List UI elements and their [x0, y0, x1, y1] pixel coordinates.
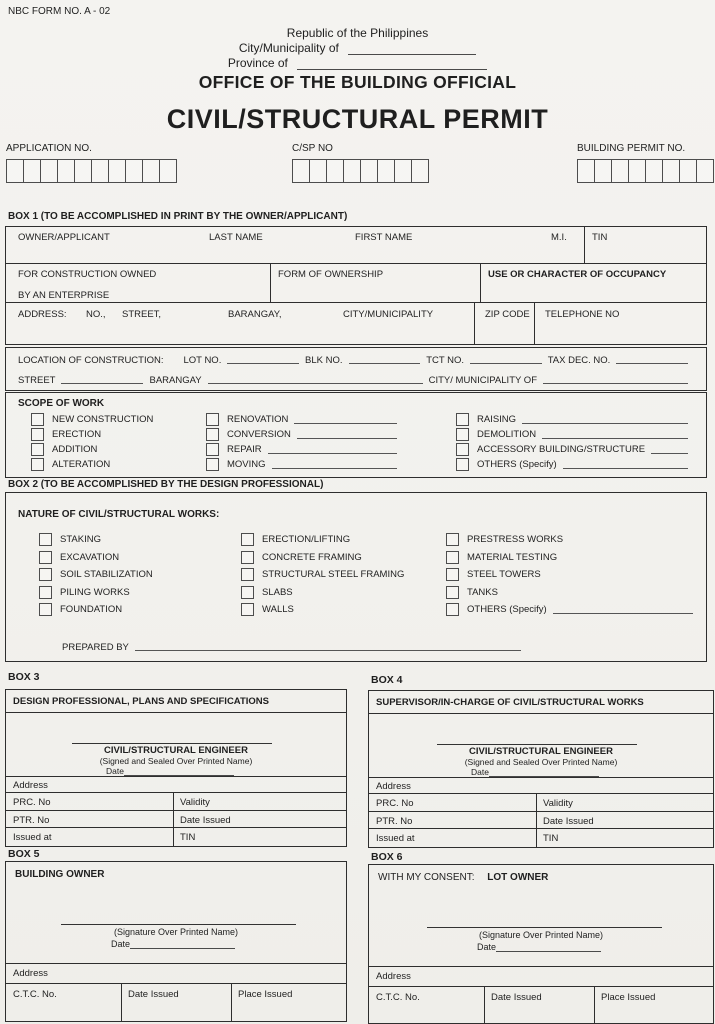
box2-title: BOX 2 (TO BE ACCOMPLISHED BY THE DESIGN PROFESSIONAL) — [8, 479, 324, 490]
location-line-1 — [18, 354, 694, 366]
checkbox-label: FOUNDATION — [60, 604, 123, 616]
prepared-by-label: PREPARED BY — [62, 642, 129, 653]
fill-line[interactable] — [563, 459, 688, 469]
checkbox[interactable] — [446, 551, 459, 564]
building-permit-no-label: BUILDING PERMIT NO. — [577, 143, 686, 154]
divider — [173, 828, 174, 847]
checkbox[interactable] — [31, 443, 44, 456]
digit-cell[interactable] — [159, 159, 177, 183]
fill-line[interactable] — [651, 444, 688, 454]
fill-line[interactable] — [522, 414, 688, 424]
box5-ctc-row — [6, 983, 346, 1022]
checkbox[interactable] — [39, 533, 52, 546]
box4-address-row — [369, 777, 713, 794]
digit-cell[interactable] — [377, 159, 395, 183]
box2-table — [5, 492, 707, 662]
checkbox-label: ACCESSORY BUILDING/STRUCTURE — [477, 444, 646, 455]
box5-date-line — [111, 939, 235, 949]
checkbox[interactable] — [456, 413, 469, 426]
first-name-label: FIRST NAME — [355, 232, 413, 243]
box5-label: BOX 5 — [8, 848, 40, 860]
box4-signatory-subtitle: (Signed and Sealed Over Printed Name) — [464, 757, 618, 767]
box3-address-row — [6, 776, 346, 793]
fill-line[interactable] — [268, 444, 397, 454]
application-no-group — [6, 143, 177, 183]
works-item-erection-lifting — [241, 531, 441, 549]
works-item-excavation — [39, 549, 209, 567]
checkbox-label: REPAIR — [227, 444, 262, 455]
date-label: Date — [111, 939, 131, 949]
issued-at-label: Issued at — [13, 832, 52, 843]
prc-no-label: PRC. No — [376, 798, 414, 809]
box6-title: LOT OWNER — [487, 872, 549, 883]
prepared-by-line — [62, 641, 527, 653]
signature-line[interactable] — [437, 744, 637, 745]
city-municipality-line — [0, 41, 715, 55]
box3-prc-row — [6, 792, 346, 811]
checkbox-label: WALLS — [262, 604, 294, 616]
box3-title: DESIGN PROFESSIONAL, PLANS AND SPECIFICATIONS — [13, 696, 269, 707]
box4-table — [368, 690, 714, 848]
scope-item-conversion — [206, 427, 403, 442]
works-item-piling-works — [39, 584, 209, 602]
digit-cell[interactable] — [91, 159, 109, 183]
works-item-soil-stabilization — [39, 566, 209, 584]
city-municipality-label: City/Municipality of — [238, 41, 339, 55]
box3-label: BOX 3 — [8, 671, 40, 683]
works-item-structural-steel-framing — [241, 566, 441, 584]
scope-item-raising — [456, 412, 694, 427]
checkbox-label: OTHERS (Specify) — [477, 459, 557, 470]
date-issued-label: Date Issued — [128, 989, 179, 1000]
checkbox-label: NEW CONSTRUCTION — [52, 414, 154, 425]
checkbox[interactable] — [39, 586, 52, 599]
address-label: Address — [13, 968, 48, 979]
location-of-construction-box — [5, 347, 707, 391]
checkbox-label: CONCRETE FRAMING — [262, 551, 362, 563]
city-municipality-blank[interactable] — [348, 45, 476, 55]
checkbox[interactable] — [31, 413, 44, 426]
checkbox-label: ALTERATION — [52, 459, 111, 470]
digit-cell[interactable] — [6, 159, 24, 183]
box4-signatory-title: CIVIL/STRUCTURAL ENGINEER — [469, 746, 613, 757]
mi-label: M.I. — [551, 232, 567, 243]
date-issued-label: Date Issued — [180, 815, 231, 826]
divider — [173, 811, 174, 828]
checkbox-label: STAKING — [60, 534, 101, 546]
tin-label: TIN — [543, 833, 559, 844]
digit-cell[interactable] — [40, 159, 58, 183]
checkbox-label: STRUCTURAL STEEL FRAMING — [262, 569, 405, 581]
scope-col-2 — [206, 412, 403, 472]
divider — [584, 227, 585, 263]
digit-cell[interactable] — [125, 159, 143, 183]
checkbox[interactable] — [31, 428, 44, 441]
date-issued-label: Date Issued — [543, 816, 594, 827]
blk-no-blank[interactable] — [349, 354, 421, 364]
scope-item-moving — [206, 457, 403, 472]
date-label: Date — [106, 766, 124, 776]
box3-table — [5, 689, 347, 847]
lot-no-blank[interactable] — [227, 354, 299, 364]
box1-table — [5, 226, 707, 345]
works-item-slabs — [241, 584, 441, 602]
address-label: ADDRESS: — [18, 309, 67, 320]
issued-at-label: Issued at — [376, 833, 415, 844]
address-street-label: STREET, — [122, 309, 162, 320]
divider — [536, 812, 537, 829]
digit-cell[interactable] — [326, 159, 344, 183]
works-item-steel-towers — [446, 566, 699, 584]
for-construction-owned-label: FOR CONSTRUCTION OWNED — [18, 269, 157, 280]
box5-signatory-subtitle: (Signature Over Printed Name) — [113, 927, 239, 937]
box6-header — [378, 872, 548, 883]
barangay-blank[interactable] — [208, 374, 423, 384]
application-no-cells — [6, 159, 177, 183]
checkbox[interactable] — [241, 533, 254, 546]
fill-line[interactable] — [272, 459, 397, 469]
divider — [231, 984, 232, 1022]
box4-title: SUPERVISOR/IN-CHARGE OF CIVIL/STRUCTURAL WORKS — [376, 697, 644, 708]
building-permit-no-cells — [577, 159, 714, 183]
checkbox[interactable] — [206, 443, 219, 456]
place-issued-label: Place Issued — [238, 989, 293, 1000]
checkbox-label: RENOVATION — [227, 414, 289, 425]
digit-cell[interactable] — [309, 159, 327, 183]
location-line-2 — [18, 374, 694, 386]
divider — [369, 713, 713, 714]
scope-item-addition — [31, 442, 191, 457]
owner-applicant-label: OWNER/APPLICANT — [18, 232, 110, 243]
box3-ptr-row — [6, 810, 346, 828]
province-blank[interactable] — [297, 60, 487, 70]
street-label: STREET — [18, 375, 56, 386]
scope-item-new-construction — [31, 412, 191, 427]
digit-cell[interactable] — [611, 159, 629, 183]
digit-cell[interactable] — [74, 159, 92, 183]
checkbox-label: SOIL STABILIZATION — [60, 569, 153, 581]
checkbox[interactable] — [446, 568, 459, 581]
checkbox-label: MOVING — [227, 459, 266, 470]
checkbox-label: STEEL TOWERS — [467, 569, 541, 581]
fill-line[interactable] — [297, 429, 397, 439]
prepared-by-blank[interactable] — [135, 641, 521, 651]
checkbox-label: PILING WORKS — [60, 586, 130, 598]
works-item-material-testing — [446, 549, 699, 567]
box2-col-3 — [446, 531, 699, 619]
date-blank[interactable] — [496, 942, 601, 952]
city-of-blank[interactable] — [543, 374, 688, 384]
address-label: Address — [376, 971, 411, 982]
digit-cell[interactable] — [360, 159, 378, 183]
tct-no-blank[interactable] — [470, 354, 542, 364]
date-blank[interactable] — [124, 766, 234, 776]
scope-item-alteration — [31, 457, 191, 472]
works-item-prestress-works — [446, 531, 699, 549]
digit-cell[interactable] — [23, 159, 41, 183]
lot-no-label: LOT NO. — [183, 355, 222, 366]
scope-item-demolition — [456, 427, 694, 442]
ctc-no-label: C.T.C. No. — [376, 992, 420, 1003]
scope-item-others — [456, 457, 694, 472]
digit-cell[interactable] — [662, 159, 680, 183]
digit-cell[interactable] — [394, 159, 412, 183]
barangay-label: BARANGAY — [149, 375, 202, 386]
divider — [480, 264, 481, 303]
works-item-walls — [241, 601, 441, 619]
occupancy-label: USE OR CHARACTER OF OCCUPANCY — [488, 269, 667, 280]
with-my-consent-label: WITH MY CONSENT: — [378, 872, 475, 883]
works-item-staking — [39, 531, 209, 549]
checkbox-label: SLABS — [262, 586, 293, 598]
divider — [484, 987, 485, 1024]
digit-cell[interactable] — [628, 159, 646, 183]
signature-line[interactable] — [72, 743, 272, 744]
works-item-tanks — [446, 584, 699, 602]
works-item-foundation — [39, 601, 209, 619]
works-item-others — [446, 601, 699, 619]
city-of-label: CITY/ MUNICIPALITY OF — [428, 375, 537, 386]
application-no-label: APPLICATION NO. — [6, 143, 92, 154]
province-line — [0, 56, 715, 70]
box4-prc-row — [369, 793, 713, 812]
works-item-concrete-framing — [241, 549, 441, 567]
csp-no-group — [292, 143, 429, 183]
divider — [121, 984, 122, 1022]
divider — [270, 264, 271, 303]
box4-ptr-row — [369, 811, 713, 829]
digit-cell[interactable] — [57, 159, 75, 183]
location-label: LOCATION OF CONSTRUCTION: — [18, 355, 164, 366]
signature-line[interactable] — [427, 927, 662, 928]
box1-row-ownership — [6, 263, 706, 303]
ptr-no-label: PTR. No — [376, 816, 413, 827]
checkbox-label: PRESTRESS WORKS — [467, 534, 564, 546]
address-no-label: NO., — [86, 309, 106, 320]
checkbox-label: EXCAVATION — [60, 551, 120, 563]
divider — [534, 303, 535, 345]
checkbox[interactable] — [446, 603, 459, 616]
checkbox[interactable] — [206, 458, 219, 471]
checkbox[interactable] — [446, 586, 459, 599]
box4-label: BOX 4 — [371, 674, 403, 686]
digit-cell[interactable] — [108, 159, 126, 183]
digit-cell[interactable] — [696, 159, 714, 183]
checkbox[interactable] — [241, 568, 254, 581]
digit-cell[interactable] — [577, 159, 595, 183]
csp-no-label: C/SP NO — [292, 143, 333, 154]
checkbox-label: OTHERS (Specify) — [467, 604, 547, 616]
digit-cell[interactable] — [679, 159, 697, 183]
csp-no-cells — [292, 159, 429, 183]
box1-row-owner — [6, 227, 706, 263]
address-label: Address — [376, 781, 411, 792]
tin-label: TIN — [180, 832, 196, 843]
digit-cell[interactable] — [343, 159, 361, 183]
place-issued-label: Place Issued — [601, 992, 656, 1003]
building-permit-no-group — [577, 143, 714, 183]
address-city-label: CITY/MUNICIPALITY — [343, 309, 434, 320]
republic-line: Republic of the Philippines — [286, 26, 429, 40]
box1-title: BOX 1 (TO BE ACCOMPLISHED IN PRINT BY THE OWNER/APPLICANT) — [8, 211, 348, 222]
checkbox-label: MATERIAL TESTING — [467, 551, 558, 563]
divider — [594, 987, 595, 1024]
checkbox-label: ERECTION — [52, 429, 102, 440]
tin-label: TIN — [592, 232, 608, 243]
box6-table — [368, 864, 714, 1024]
fill-line[interactable] — [294, 414, 397, 424]
checkbox[interactable] — [206, 413, 219, 426]
box2-col-1 — [39, 531, 209, 619]
checkbox[interactable] — [456, 443, 469, 456]
box6-ctc-row — [369, 986, 713, 1024]
office-title: OFFICE OF THE BUILDING OFFICIAL — [198, 72, 517, 92]
checkbox[interactable] — [206, 428, 219, 441]
tax-dec-no-label: TAX DEC. NO. — [547, 355, 611, 366]
telephone-label: TELEPHONE NO — [545, 309, 620, 320]
fill-line[interactable] — [542, 429, 688, 439]
box4-date-line — [471, 767, 599, 777]
checkbox-label: TANKS — [467, 586, 498, 598]
scope-item-renovation — [206, 412, 403, 427]
validity-label: Validity — [543, 798, 573, 809]
checkbox-label: RAISING — [477, 414, 517, 425]
tct-no-label: TCT NO. — [426, 355, 465, 366]
box5-table — [5, 861, 347, 1022]
digit-cell[interactable] — [142, 159, 160, 183]
date-label: Date — [471, 767, 489, 777]
form-of-ownership-label: FORM OF OWNERSHIP — [278, 269, 384, 280]
date-blank[interactable] — [130, 939, 235, 949]
checkbox-label: ADDITION — [52, 444, 98, 455]
checkbox[interactable] — [456, 458, 469, 471]
divider — [536, 794, 537, 812]
box5-title: BUILDING OWNER — [15, 869, 105, 880]
address-barangay-label: BARANGAY, — [228, 309, 282, 320]
digit-cell[interactable] — [645, 159, 663, 183]
digit-cell[interactable] — [594, 159, 612, 183]
divider — [6, 712, 346, 713]
zip-code-label: ZIP CODE — [485, 309, 530, 320]
divider — [536, 829, 537, 848]
fill-line[interactable] — [553, 604, 693, 614]
box3-signatory-subtitle: (Signed and Sealed Over Printed Name) — [99, 756, 253, 766]
province-label: Province of — [227, 56, 288, 70]
checkbox[interactable] — [241, 586, 254, 599]
scope-of-work-box — [5, 392, 707, 478]
divider — [173, 793, 174, 811]
scope-item-erection — [31, 427, 191, 442]
ptr-no-label: PTR. No — [13, 815, 50, 826]
digit-cell[interactable] — [411, 159, 429, 183]
date-label: Date — [477, 942, 497, 952]
box3-date-line — [106, 766, 234, 776]
checkbox[interactable] — [241, 551, 254, 564]
divider — [474, 303, 475, 345]
checkbox-label: CONVERSION — [227, 429, 291, 440]
date-blank[interactable] — [489, 767, 599, 777]
scope-item-accessory-building — [456, 442, 694, 457]
box6-label: BOX 6 — [371, 851, 403, 863]
checkbox[interactable] — [241, 603, 254, 616]
nature-of-works-title: NATURE OF CIVIL/STRUCTURAL WORKS: — [18, 509, 220, 520]
checkbox[interactable] — [31, 458, 44, 471]
box3-issued-row — [6, 827, 346, 847]
box1-row-address — [6, 302, 706, 345]
by-an-enterprise-label: BY AN ENTERPRISE — [18, 290, 110, 301]
last-name-label: LAST NAME — [209, 232, 263, 243]
scope-col-1 — [31, 412, 191, 472]
page-title: CIVIL/STRUCTURAL PERMIT — [166, 104, 549, 134]
box3-signatory-title: CIVIL/STRUCTURAL ENGINEER — [104, 745, 248, 756]
prc-no-label: PRC. No — [13, 797, 51, 808]
ctc-no-label: C.T.C. No. — [13, 989, 57, 1000]
checkbox[interactable] — [39, 551, 52, 564]
box6-date-line — [477, 942, 601, 952]
form-number: NBC FORM NO. A - 02 — [8, 6, 111, 17]
checkbox[interactable] — [446, 533, 459, 546]
checkbox[interactable] — [39, 603, 52, 616]
checkbox[interactable] — [456, 428, 469, 441]
box6-address-row — [369, 966, 713, 987]
street-blank[interactable] — [61, 374, 143, 384]
digit-cell[interactable] — [292, 159, 310, 183]
scope-of-work-title: SCOPE OF WORK — [18, 398, 105, 409]
date-issued-label: Date Issued — [491, 992, 542, 1003]
signature-line[interactable] — [61, 924, 296, 925]
address-label: Address — [13, 780, 48, 791]
box2-col-2 — [241, 531, 441, 619]
tax-dec-no-blank[interactable] — [616, 354, 688, 364]
box5-address-row — [6, 963, 346, 984]
validity-label: Validity — [180, 797, 210, 808]
checkbox-label: DEMOLITION — [477, 429, 537, 440]
checkbox-label: ERECTION/LIFTING — [262, 534, 351, 546]
box4-issued-row — [369, 828, 713, 848]
scope-item-repair — [206, 442, 403, 457]
checkbox[interactable] — [39, 568, 52, 581]
scope-col-3 — [456, 412, 694, 472]
box6-signatory-subtitle: (Signature Over Printed Name) — [478, 930, 604, 940]
blk-no-label: BLK NO. — [305, 355, 343, 366]
